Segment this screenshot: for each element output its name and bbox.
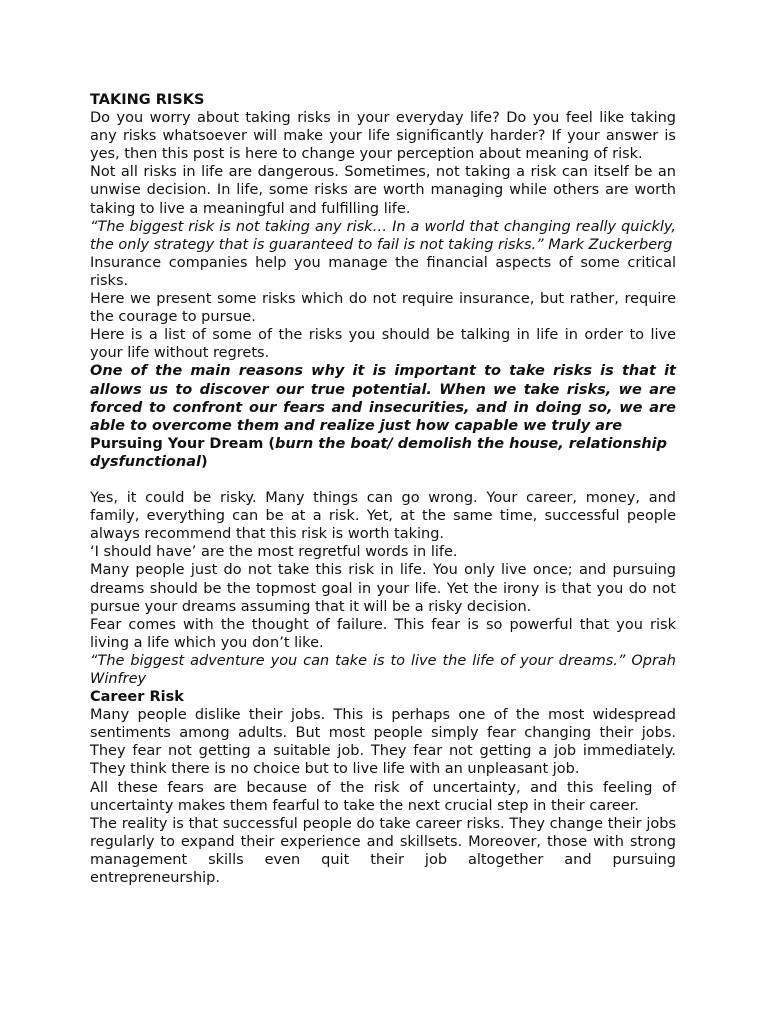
paragraph: The reality is that successful people do take career risks. They change their jobs regularly to expand their experience and skillsets. Moreover, those with strong management skills even quit their job altogether and pursuing entrepreneurship.: [90, 815, 676, 887]
paragraph: Here we present some risks which do not require insurance, but rather, require the courage to pursue.: [90, 291, 676, 326]
quote-zuckerberg: “The biggest risk is not taking any risk… In a world that changing really quickly, the only strategy that is guaranteed to fail is not taking risks.” Mark Zuckerberg: [90, 218, 676, 253]
paragraph: Here is a list of some of the risks you should be talking in life in order to live your life without regrets.: [90, 327, 676, 362]
section-heading-career: Career Risk: [90, 689, 184, 706]
blank-line: [90, 471, 676, 489]
document-page: [90, 91, 676, 887]
section-heading-text: Pursuing Your Dream (: [90, 435, 276, 452]
emphasis-paragraph: One of the main reasons why it is important to take risks is that it allows us to discover our true potential. When we take risks, we are forced to confront our fears and insecurities, and in doing so, we are able to overcome them and realize just how capable we truly are: [90, 363, 676, 434]
paragraph: All these fears are because of the risk of uncertainty, and this feeling of uncertainty makes them fearful to take the next crucial step in their career.: [90, 779, 676, 814]
document-title: TAKING RISKS: [90, 92, 205, 108]
paragraph: Fear comes with the thought of failure. This fear is so powerful that you risk living a life which you don’t like.: [90, 616, 676, 651]
paragraph: Many people just do not take this risk in life. You only live once; and pursuing dreams should be the topmost goal in your life. Yet the irony is that you do not pursue your dreams assuming that it will be a risky decision.: [90, 562, 676, 615]
section-heading-dream: [90, 435, 676, 471]
paragraph: Do you worry about taking risks in your everyday life? Do you feel like taking any risks whatsoever will make your life significantly harder? If your answer is yes, then this post is here to change your perception about meaning of risk.: [90, 110, 676, 163]
paragraph: ‘I should have’ are the most regretful words in life.: [90, 544, 458, 561]
paragraph: Not all risks in life are dangerous. Sometimes, not taking a risk can itself be an unwise decision. In life, some risks are worth managing while others are worth taking to live a meaningful and fulfilling life.: [90, 164, 676, 217]
section-heading-close: ): [200, 453, 208, 470]
section-heading-italic: burn the boat/ demolish the house, relationship dysfunctional: [90, 435, 668, 470]
paragraph: Insurance companies help you manage the financial aspects of some critical risks.: [90, 254, 676, 289]
quote-winfrey: “The biggest adventure you can take is to live the life of your dreams.” Oprah Winfrey: [90, 652, 676, 687]
paragraph: Many people dislike their jobs. This is perhaps one of the most widespread sentiments among adults. But most people simply fear changing their jobs. They fear not getting a suitable job. They fear not getting a job immediately. They think there is no choice but to live life with an unpleasant job.: [90, 707, 676, 778]
paragraph: Yes, it could be risky. Many things can go wrong. Your career, money, and family, everything can be at a risk. Yet, at the same time, successful people always recommend that this risk is worth taking.: [90, 490, 676, 543]
